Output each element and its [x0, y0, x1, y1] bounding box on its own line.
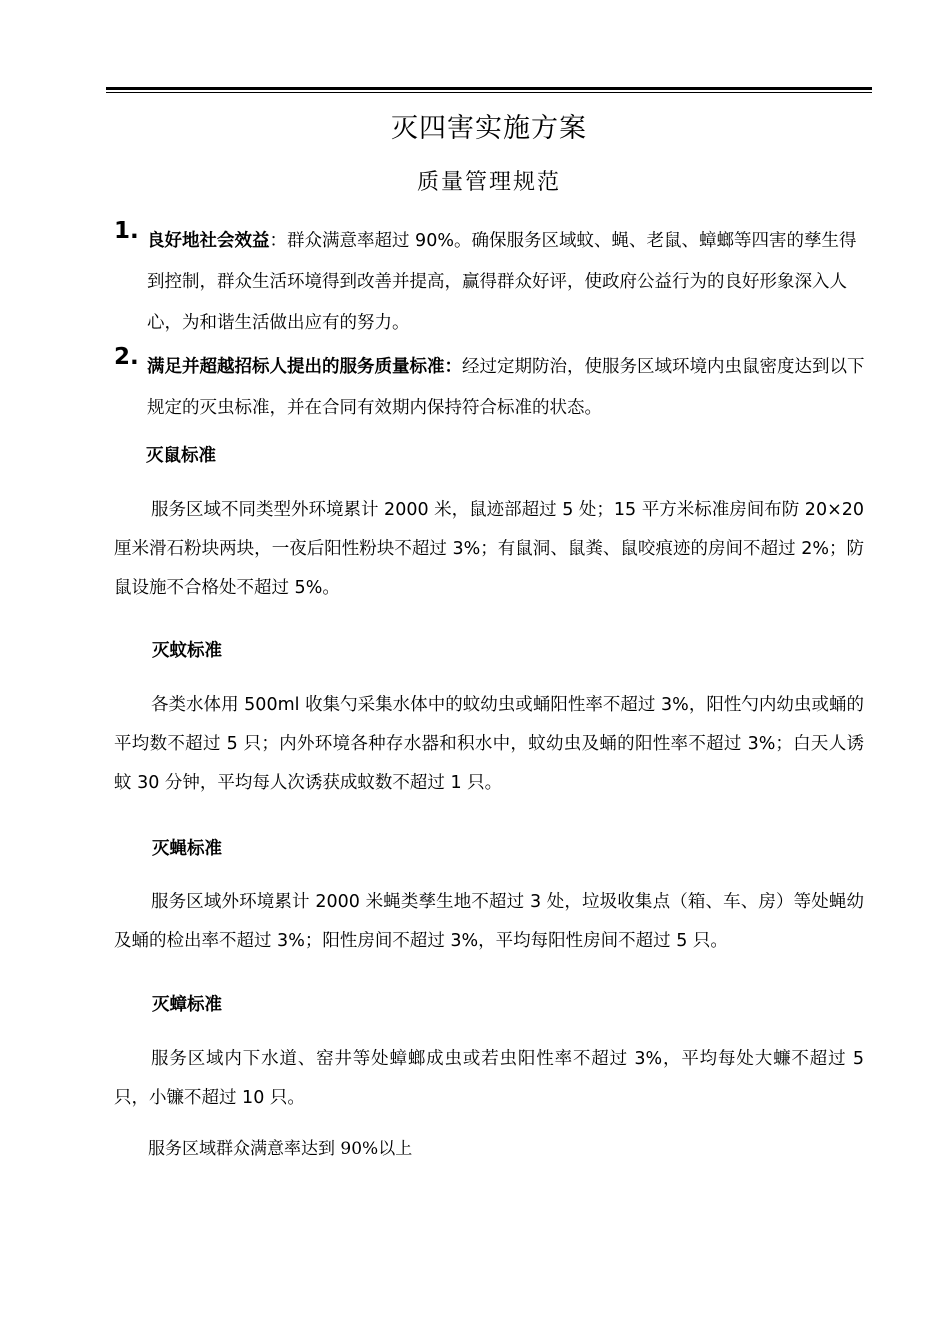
list-item-lead: 良好地社会效益 [147, 231, 270, 251]
section-text-mosquito: 各类水体用 500ml 收集勺采集水体中的蚊幼虫或蛹阳性率不超过 3%，阳性勺内幼虫或蛹的平均数不超过 5 只；内外环境各种存水器和积水中，蚊幼虫及蛹的阳性率不超过 3%；白天人诱蚊 30 分钟，平均每人次诱获成蚊数不超过 1 只。 [114, 695, 864, 793]
section-text-fly: 服务区域外环境累计 2000 米蝇类孳生地不超过 3 处，垃圾收集点（箱、车、房）等处蝇幼及蛹的检出率不超过 3%；阳性房间不超过 3%，平均每阳性房间不超过 5 只。 [114, 892, 864, 951]
list-item-1 [114, 218, 869, 344]
header-rule-thin [106, 92, 872, 93]
section-heading-rat: 灭鼠标准 [146, 446, 216, 466]
list-item-number: 2. [114, 344, 139, 370]
section-heading-mosquito: 灭蚊标准 [152, 641, 222, 661]
list-item-number: 1. [114, 218, 139, 244]
closing-line: 服务区域群众满意率达到 90%以上 [148, 1139, 413, 1159]
section-text-cockroach: 服务区域内下水道、窑井等处蟑螂成虫或若虫阳性率不超过 3%，平均每处大蠊不超过 5 只，小镰不超过 10 只。 [114, 1049, 864, 1108]
list-item-lead: 满足并超越招标人提出的服务质量标准： [147, 357, 462, 377]
section-heading-fly: 灭蝇标准 [152, 839, 222, 859]
list-item-text: ：群众满意率超过 90%。确保服务区域蚊、蝇、老鼠、蟑螂等四害的孳生得到控制，群众生活环境得到改善并提高，赢得群众好评，使政府公益行为的良好形象深入人心，为和谐生活做出应有的努力。 [147, 231, 857, 333]
document-title: 灭四害实施方案 [391, 113, 587, 144]
document-subtitle: 质量管理规范 [416, 170, 561, 195]
header-rule-thick [106, 87, 872, 90]
list-item-body [147, 221, 869, 344]
list-item-text: 经过定期防治，使服务区域环境内虫鼠密度达到以下规定的灭虫标准，并在合同有效期内保持符合标准的状态。 [147, 357, 865, 418]
list-item-2 [114, 344, 869, 429]
section-heading-cockroach: 灭蟑标准 [152, 995, 222, 1015]
section-text-rat: 服务区域不同类型外环境累计 2000 米，鼠迹部超过 5 处；15 平方米标准房间布防 20×20 厘米滑石粉块两块，一夜后阳性粉块不超过 3%；有鼠洞、鼠粪、鼠咬痕迹的房间不超过 2%；防鼠设施不合格处不超过 5%。 [114, 500, 865, 598]
list-item-body [147, 347, 869, 429]
